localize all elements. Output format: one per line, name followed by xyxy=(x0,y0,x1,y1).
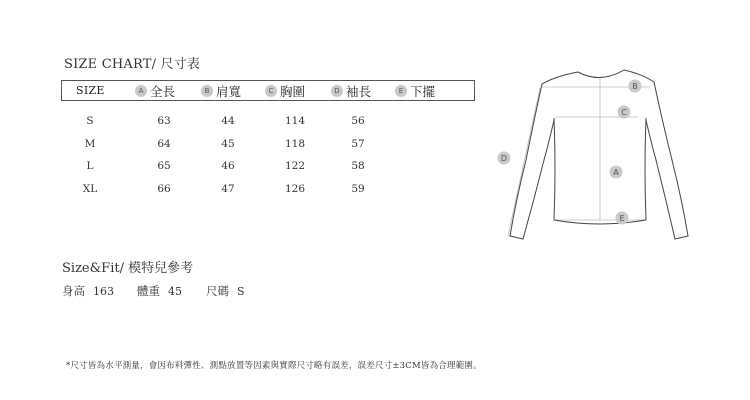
badge-a-icon: A xyxy=(135,85,147,97)
badge-c-label: C xyxy=(621,108,627,117)
chest-cell: 118 xyxy=(284,138,306,150)
shirt-outline xyxy=(510,70,688,239)
column-header-hem xyxy=(395,81,435,100)
sleeve-cell: 59 xyxy=(351,183,365,195)
column-label-chest: 胸圍 xyxy=(280,83,306,99)
shoulder-cell: 45 xyxy=(221,138,235,150)
size-cell: L xyxy=(86,160,94,172)
column-label-length: 全長 xyxy=(150,83,176,99)
column-label-hem: 下擺 xyxy=(410,83,436,99)
shoulder-cell: 46 xyxy=(221,160,235,172)
model-height xyxy=(62,283,114,299)
size-fit-title: Size&Fit/ 模特兒參考 xyxy=(62,261,194,276)
badge-e-marker xyxy=(616,212,629,225)
chest-cell: 114 xyxy=(284,115,306,127)
column-header-chest xyxy=(265,81,305,100)
length-cell: 66 xyxy=(157,183,171,195)
column-header-length xyxy=(135,81,175,100)
sleeve-cell: 57 xyxy=(351,138,365,150)
height-label: 身高 xyxy=(62,284,85,298)
badge-b-icon: B xyxy=(201,85,213,97)
measurement-guides xyxy=(508,78,650,236)
badge-c-marker xyxy=(618,106,631,119)
size-cell: M xyxy=(84,138,96,150)
length-cell: 63 xyxy=(157,115,171,127)
badge-e-icon: E xyxy=(395,85,407,97)
badge-b-label: B xyxy=(632,82,638,91)
badge-a-label: A xyxy=(613,168,619,177)
sleeve-cell: 56 xyxy=(351,115,365,127)
height-value: 163 xyxy=(93,285,114,298)
sleeve-cell: 58 xyxy=(351,160,365,172)
column-header-sleeve xyxy=(331,81,371,100)
badge-c-icon: C xyxy=(265,85,277,97)
size-cell: XL xyxy=(82,183,98,195)
badge-d-label: D xyxy=(500,154,508,163)
badge-e-label: E xyxy=(619,214,625,223)
size-value: S xyxy=(237,285,245,298)
badge-d-icon: D xyxy=(331,85,343,97)
length-cell: 64 xyxy=(157,138,171,150)
column-label-shoulder: 肩寬 xyxy=(216,83,242,99)
model-size xyxy=(206,283,245,299)
measurement-note: *尺寸皆為水平測量，會因布料彈性、測點放置等因素與實際尺寸略有誤差，誤差尺寸±3CM皆為合理範圍。 xyxy=(66,361,482,371)
size-table-header xyxy=(61,80,475,101)
shoulder-cell: 44 xyxy=(221,115,235,127)
column-header-shoulder xyxy=(201,81,241,100)
badge-b-marker xyxy=(629,80,642,93)
chest-cell: 122 xyxy=(284,160,306,172)
badge-d-marker xyxy=(498,152,511,165)
weight-label: 體重 xyxy=(137,284,160,298)
column-label-sleeve: 袖長 xyxy=(346,83,372,99)
shoulder-cell: 47 xyxy=(221,183,235,195)
weight-value: 45 xyxy=(168,285,182,298)
length-cell: 65 xyxy=(157,160,171,172)
size-label: 尺碼 xyxy=(206,284,229,298)
size-column-header: SIZE xyxy=(76,84,105,97)
size-chart-title: SIZE CHART/ 尺寸表 xyxy=(64,57,201,72)
model-weight xyxy=(137,283,182,299)
garment-measurement-diagram xyxy=(490,60,710,245)
badge-a-marker xyxy=(610,166,623,179)
chest-cell: 126 xyxy=(284,183,306,195)
size-cell: S xyxy=(86,115,94,127)
